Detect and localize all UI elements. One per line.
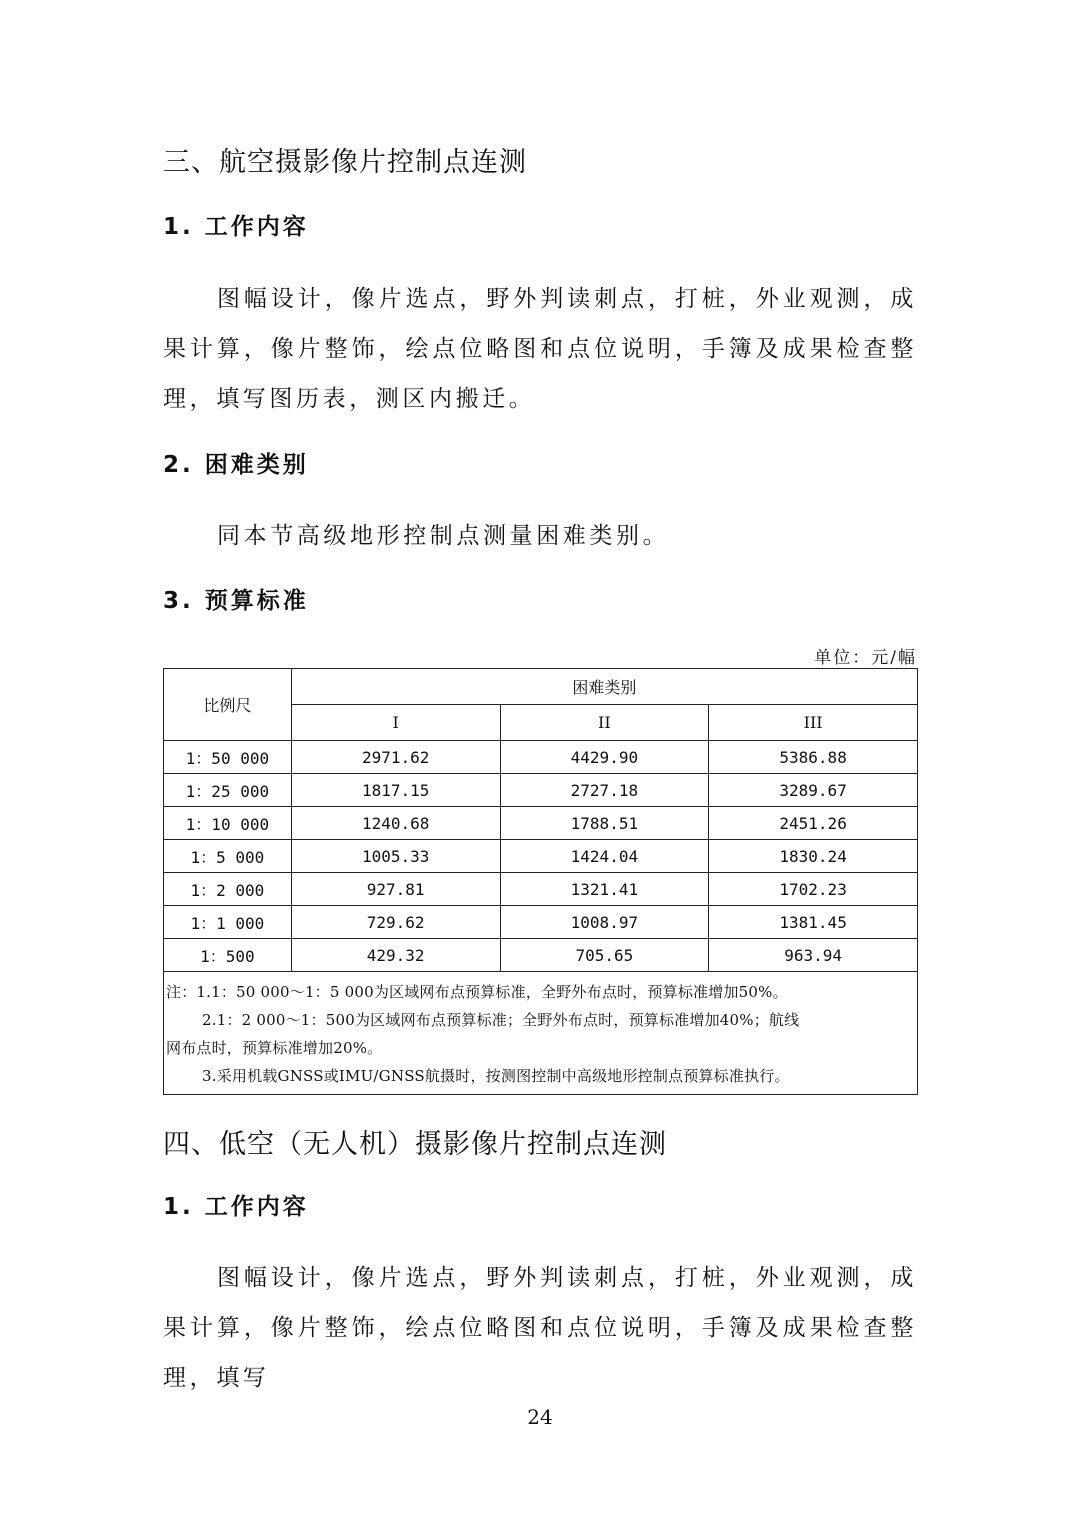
cell-value: 729.62 xyxy=(291,906,500,939)
cell-scale: 1：2 000 xyxy=(164,873,292,906)
cell-value: 1702.23 xyxy=(709,873,918,906)
header-class-2: II xyxy=(500,705,709,741)
note-line: 网布点时，预算标准增加20%。 xyxy=(166,1039,383,1057)
header-difficulty-group: 困难类别 xyxy=(291,669,917,705)
note-line: 2.1：2 000～1：500为区域网布点预算标准；全野外布点时，预算标准增加40%；航线 xyxy=(202,1011,800,1029)
budget-table xyxy=(163,668,918,1095)
cell-value: 1424.04 xyxy=(500,840,709,873)
cell-value: 1830.24 xyxy=(709,840,918,873)
cell-value: 4429.90 xyxy=(500,741,709,774)
unit-label: 单位：元/幅 xyxy=(814,648,917,668)
section-3-sub2-title: 2. 困难类别 xyxy=(163,452,309,478)
table-row xyxy=(164,873,918,906)
section-3-sub3-title: 3. 预算标准 xyxy=(163,588,309,614)
cell-scale: 1：1 000 xyxy=(164,906,292,939)
header-scale: 比例尺 xyxy=(164,669,292,741)
cell-value: 2451.26 xyxy=(709,807,918,840)
cell-scale: 1：5 000 xyxy=(164,840,292,873)
table-row xyxy=(164,774,918,807)
section-3-difficulty-paragraph: 同本节高级地形控制点测量困难类别。 xyxy=(217,523,670,549)
table-row xyxy=(164,840,918,873)
cell-value: 963.94 xyxy=(709,939,918,972)
section-3-sub1-title: 1. 工作内容 xyxy=(163,214,309,240)
cell-value: 927.81 xyxy=(291,873,500,906)
cell-value: 2971.62 xyxy=(291,741,500,774)
cell-value: 5386.88 xyxy=(709,741,918,774)
cell-value: 1381.45 xyxy=(709,906,918,939)
note-line: 注：1.1：50 000～1：5 000为区域网布点预算标准，全野外布点时，预算标准增加50%。 xyxy=(166,983,788,1001)
table-row xyxy=(164,906,918,939)
table-header-row xyxy=(164,669,918,705)
cell-value: 705.65 xyxy=(500,939,709,972)
cell-scale: 1：25 000 xyxy=(164,774,292,807)
cell-value: 1788.51 xyxy=(500,807,709,840)
page-number: 24 xyxy=(527,1405,553,1429)
cell-value: 1240.68 xyxy=(291,807,500,840)
section-4-work-content-paragraph: 图幅设计，像片选点，野外判读刺点，打桩，外业观测，成果计算，像片整饰，绘点位略图和点位说明，手簿及成果检查整理，填写 xyxy=(163,1265,917,1391)
cell-scale: 1：500 xyxy=(164,939,292,972)
header-class-3: III xyxy=(709,705,918,741)
table-row xyxy=(164,939,918,972)
section-4-sub1-title: 1. 工作内容 xyxy=(163,1194,309,1220)
table-row xyxy=(164,807,918,840)
section-3-title: 三、航空摄影像片控制点连测 xyxy=(163,147,527,178)
cell-scale: 1：50 000 xyxy=(164,741,292,774)
cell-value: 3289.67 xyxy=(709,774,918,807)
table-notes xyxy=(164,972,918,1095)
cell-scale: 1：10 000 xyxy=(164,807,292,840)
cell-value: 1321.41 xyxy=(500,873,709,906)
note-line: 3.采用机载GNSS或IMU/GNSS航摄时，按测图控制中高级地形控制点预算标准执行。 xyxy=(202,1067,790,1085)
cell-value: 1005.33 xyxy=(291,840,500,873)
cell-value: 1008.97 xyxy=(500,906,709,939)
section-3-work-content-paragraph: 图幅设计，像片选点，野外判读刺点，打桩，外业观测，成果计算，像片整饰，绘点位略图和点位说明，手簿及成果检查整理，填写图历表，测区内搬迁。 xyxy=(163,286,917,412)
header-class-1: I xyxy=(291,705,500,741)
section-4-title: 四、低空（无人机）摄影像片控制点连测 xyxy=(163,1129,667,1160)
table-row xyxy=(164,741,918,774)
cell-value: 1817.15 xyxy=(291,774,500,807)
cell-value: 429.32 xyxy=(291,939,500,972)
table-notes-row xyxy=(164,972,918,1095)
cell-value: 2727.18 xyxy=(500,774,709,807)
